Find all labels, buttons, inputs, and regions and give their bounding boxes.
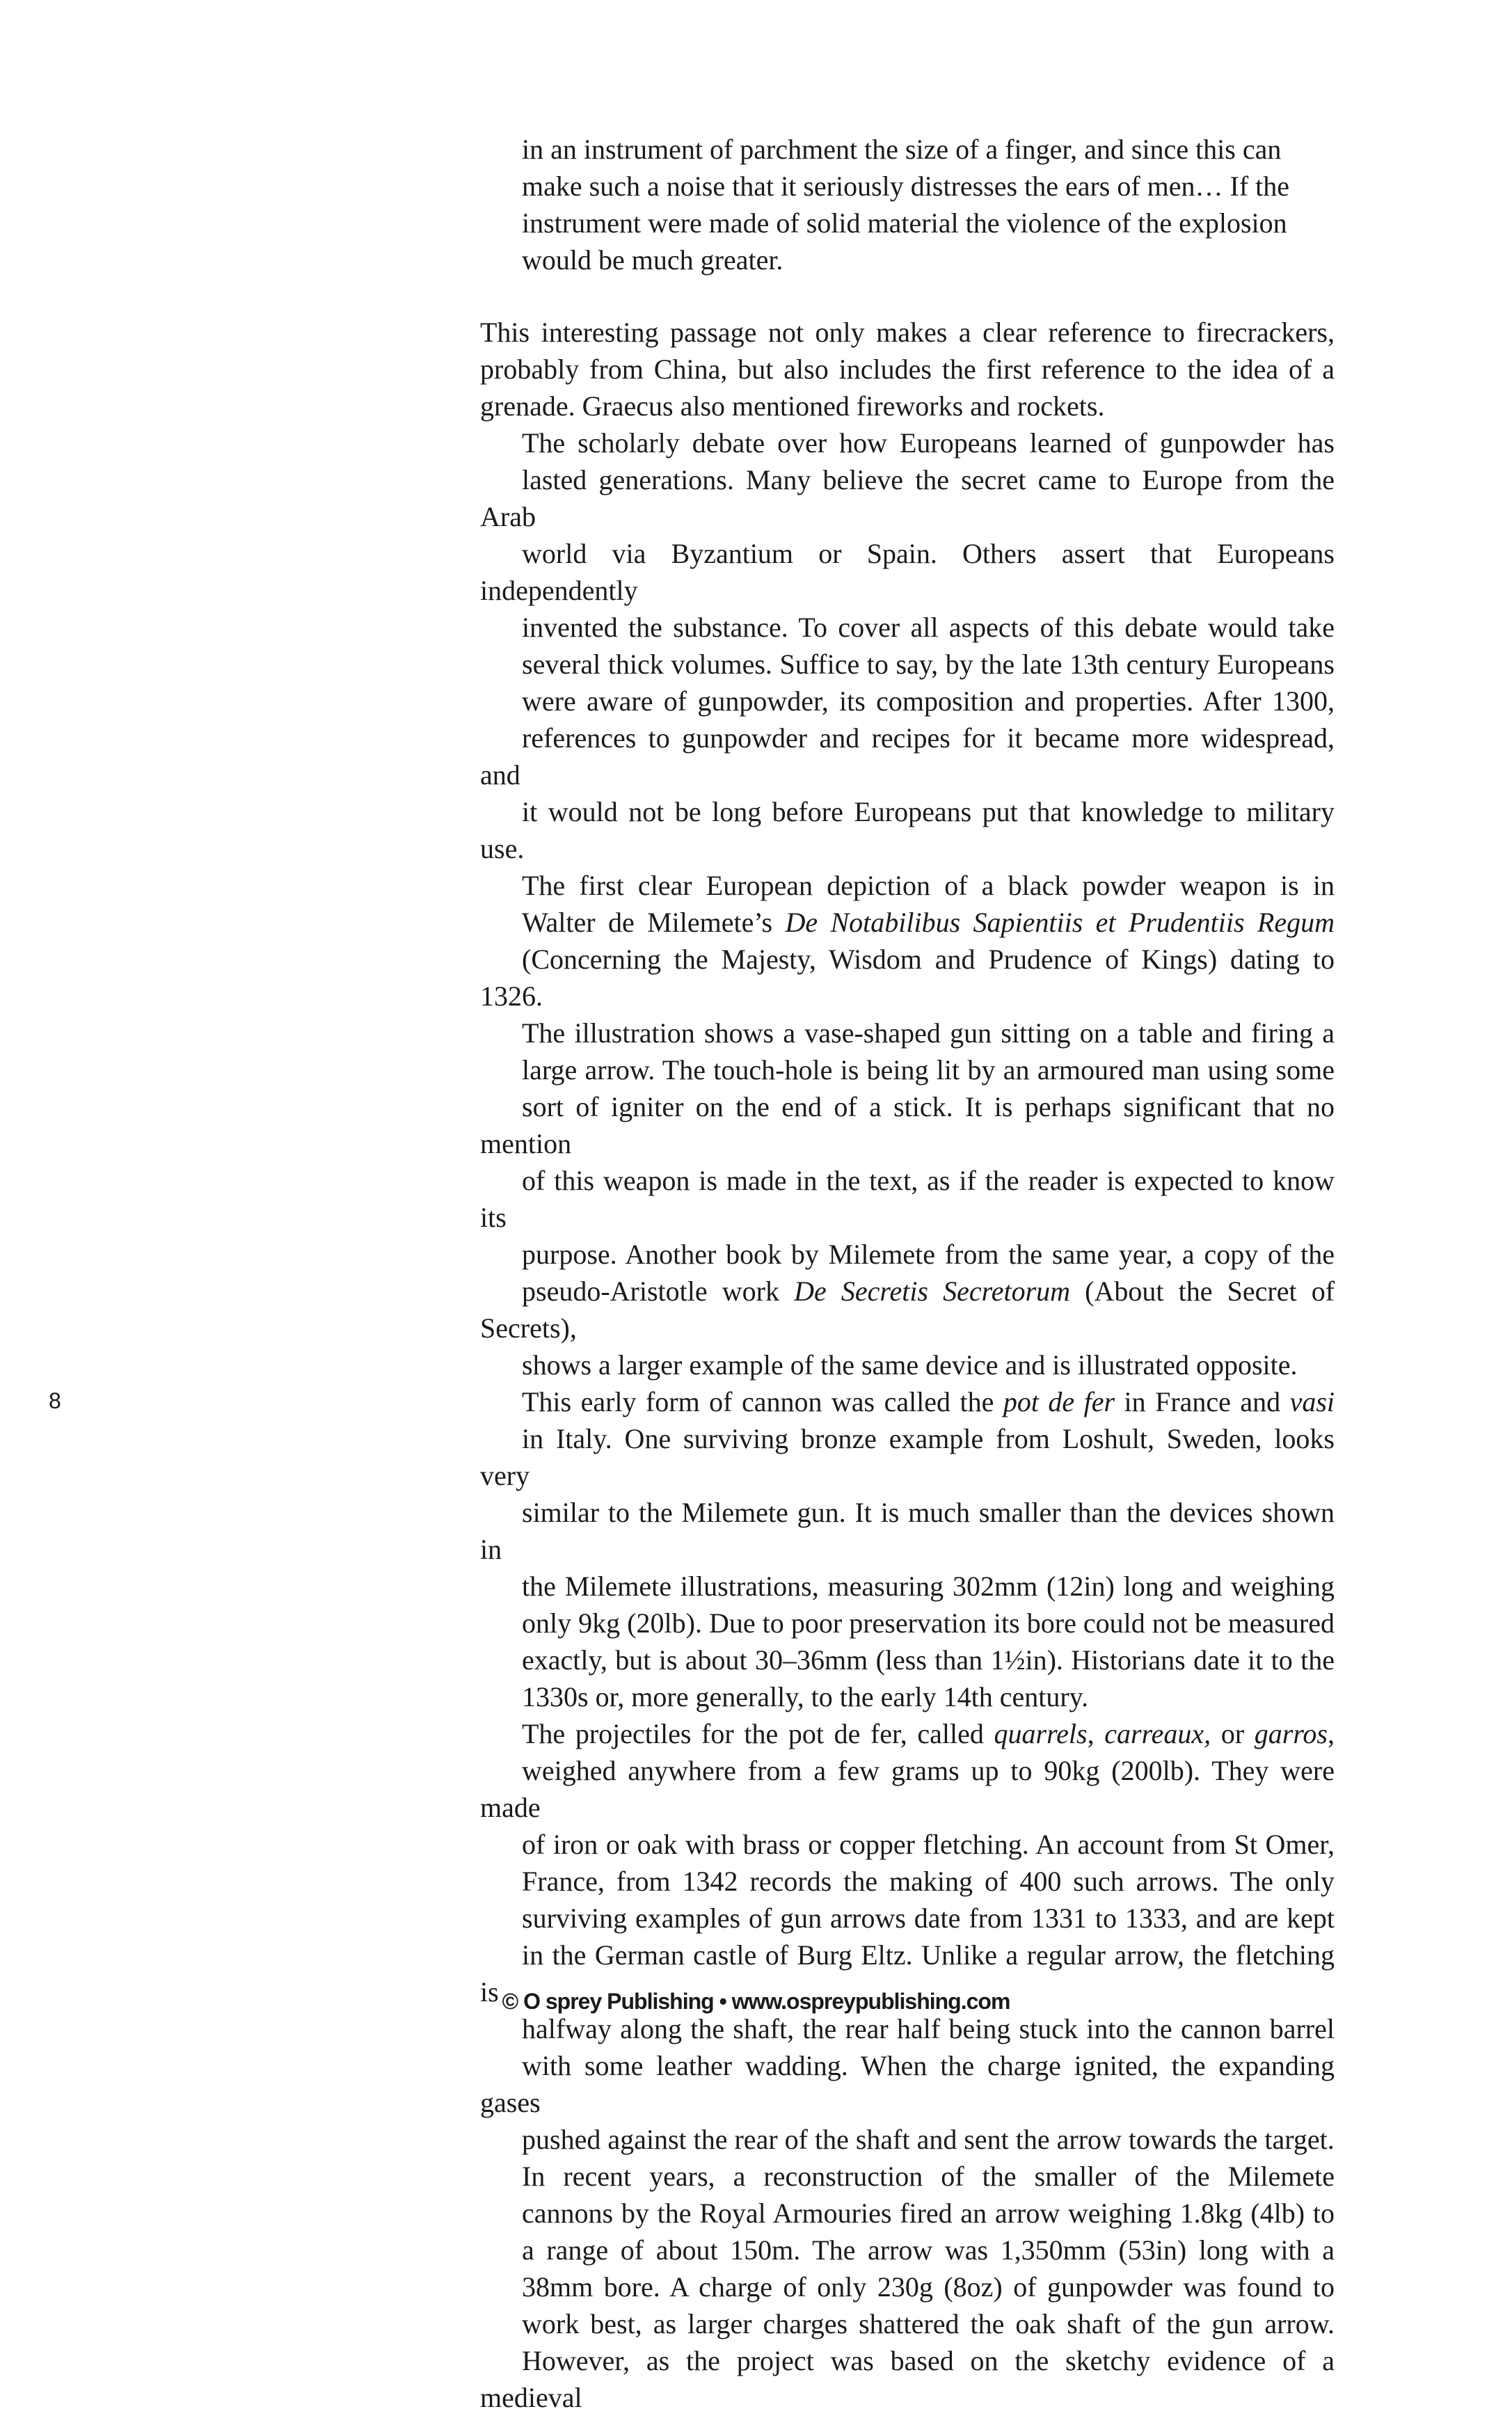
text-line: sort of igniter on the end of a stick. It is perhaps significant that no mention bbox=[480, 1091, 1335, 1159]
text-line: 1330s or, more generally, to the early 14th century. bbox=[522, 1681, 1089, 1712]
text-line bbox=[480, 904, 1335, 941]
paragraph-reconstruction bbox=[480, 2158, 1335, 2416]
paragraph-projectiles bbox=[480, 1715, 1335, 2158]
term-italic: garros bbox=[1254, 1718, 1328, 1749]
text-line: grenade. Graecus also mentioned fireworks and rockets. bbox=[480, 390, 1105, 422]
text-line: 38mm bore. A charge of only 230g (8oz) of gunpowder was found to bbox=[522, 2271, 1335, 2303]
text-line: invented the substance. To cover all aspects of this debate would take bbox=[522, 612, 1335, 643]
text-line: cannons by the Royal Armouries fired an arrow weighing 1.8kg (4lb) to bbox=[522, 2198, 1335, 2229]
text-line: in the German castle of Burg Eltz. Unlike a regular arrow, the fletching is bbox=[480, 1939, 1335, 2008]
text-line: This interesting passage not only makes a clear reference to firecrackers, bbox=[480, 317, 1335, 348]
publisher-footer: © O sprey Publishing • www.ospreypublishing.com bbox=[502, 1989, 1010, 2014]
text-line: In recent years, a reconstruction of the smaller of the Milemete bbox=[522, 2161, 1335, 2192]
text-line: with some leather wadding. When the charge ignited, the expanding gases bbox=[480, 2050, 1335, 2118]
text-line: France, from 1342 records the making of 400 such arrows. The only bbox=[522, 1866, 1335, 1897]
text-line: the Milemete illustrations, measuring 302mm (12in) long and weighing bbox=[522, 1571, 1335, 1602]
text-line: several thick volumes. Suffice to say, by the late 13th century Europeans bbox=[522, 649, 1335, 680]
text-line: The scholarly debate over how Europeans learned of gunpowder has bbox=[522, 427, 1335, 459]
text-line: of iron or oak with brass or copper fletching. An account from St Omer, bbox=[522, 1829, 1335, 1860]
text-line: world via Byzantium or Spain. Others assert that Europeans independently bbox=[480, 538, 1335, 606]
text-line: However, as the project was based on the sketchy evidence of a medieval bbox=[480, 2345, 1335, 2413]
term-italic: quarrels bbox=[994, 1718, 1088, 1749]
text-run: in France and bbox=[1115, 1386, 1290, 1417]
text-line: surviving examples of gun arrows date from 1331 to 1333, and are kept bbox=[522, 1902, 1335, 1934]
text-line: purpose. Another book by Milemete from the same year, a copy of the bbox=[522, 1239, 1335, 1270]
page-number: 8 bbox=[49, 1388, 61, 1413]
book-title-italic: De Secretis Secretorum bbox=[794, 1275, 1071, 1307]
block-quote bbox=[522, 131, 1335, 278]
quote-line: make such a noise that it seriously distresses the ears of men… If the bbox=[522, 170, 1290, 202]
quote-line: instrument were made of solid material the violence of the explosion bbox=[522, 207, 1287, 239]
text-run: This early form of cannon was called the bbox=[522, 1386, 1003, 1417]
text-line: were aware of gunpowder, its composition and properties. After 1300, bbox=[522, 685, 1335, 717]
term-italic: pot de fer bbox=[1003, 1386, 1115, 1417]
text-line: shows a larger example of the same device and is illustrated opposite. bbox=[522, 1349, 1298, 1381]
text-run: (About the Secret of Secrets), bbox=[480, 1275, 1335, 1344]
text-line: The first clear European depiction of a black powder weapon is in bbox=[522, 870, 1335, 901]
term-italic: carreaux, bbox=[1104, 1718, 1211, 1749]
paragraph-scholarly-debate bbox=[480, 424, 1335, 867]
text-line bbox=[480, 1715, 1335, 1752]
quote-line: in an instrument of parchment the size of a finger, and since this can bbox=[522, 134, 1282, 165]
paragraph-firecrackers bbox=[480, 314, 1335, 424]
text-line: (Concerning the Majesty, Wisdom and Prudence of Kings) dating to 1326. bbox=[480, 944, 1335, 1012]
text-run: pseudo-Aristotle work bbox=[522, 1275, 795, 1307]
text-line: in Italy. One surviving bronze example from Loshult, Sweden, looks very bbox=[480, 1423, 1335, 1491]
text-line bbox=[480, 1273, 1335, 1346]
text-run: , bbox=[1087, 1718, 1105, 1749]
text-line: large arrow. The touch-hole is being lit by an armoured man using some bbox=[522, 1054, 1335, 1086]
term-italic: vasi bbox=[1289, 1386, 1335, 1417]
text-line: similar to the Milemete gun. It is much smaller than the devices shown in bbox=[480, 1497, 1335, 1565]
text-line: of this weapon is made in the text, as if the reader is expected to know its bbox=[480, 1165, 1335, 1233]
text-line: pushed against the rear of the shaft and sent the arrow towards the target. bbox=[522, 2124, 1335, 2155]
text-line: probably from China, but also includes the first reference to the idea of a bbox=[480, 353, 1335, 385]
text-line: lasted generations. Many believe the secret came to Europe from the Arab bbox=[480, 464, 1335, 532]
text-line: a range of about 150m. The arrow was 1,350mm (53in) long with a bbox=[522, 2234, 1335, 2266]
book-title-italic: De Notabilibus Sapientiis et Prudentiis Regum bbox=[785, 907, 1335, 938]
text-run: , bbox=[1328, 1718, 1335, 1749]
paragraph-pot-de-fer bbox=[480, 1383, 1335, 1715]
text-run: or bbox=[1211, 1718, 1255, 1749]
text-line: exactly, but is about 30–36mm (less than 1½in). Historians date it to the bbox=[522, 1644, 1335, 1676]
text-line: halfway along the shaft, the rear half being stuck into the cannon barrel bbox=[522, 2013, 1335, 2044]
body-text bbox=[480, 131, 1335, 2416]
text-run: Walter de Milemete’s bbox=[522, 907, 786, 938]
quote-line: would be much greater. bbox=[522, 244, 783, 276]
text-line: it would not be long before Europeans put that knowledge to military use. bbox=[480, 796, 1335, 864]
text-line: weighed anywhere from a few grams up to 90kg (200lb). They were made bbox=[480, 1755, 1335, 1823]
text-line: references to gunpowder and recipes for it became more widespread, and bbox=[480, 722, 1335, 790]
text-line: only 9kg (20lb). Due to poor preservation its bore could not be measured bbox=[522, 1607, 1335, 1639]
text-line: work best, as larger charges shattered the oak shaft of the gun arrow. bbox=[522, 2308, 1335, 2339]
paragraph-milemete-depiction bbox=[480, 867, 1335, 1383]
text-run: The projectiles for the pot de fer, called bbox=[522, 1718, 994, 1749]
text-line bbox=[480, 1383, 1335, 1420]
text-line: The illustration shows a vase-shaped gun sitting on a table and firing a bbox=[522, 1017, 1335, 1049]
